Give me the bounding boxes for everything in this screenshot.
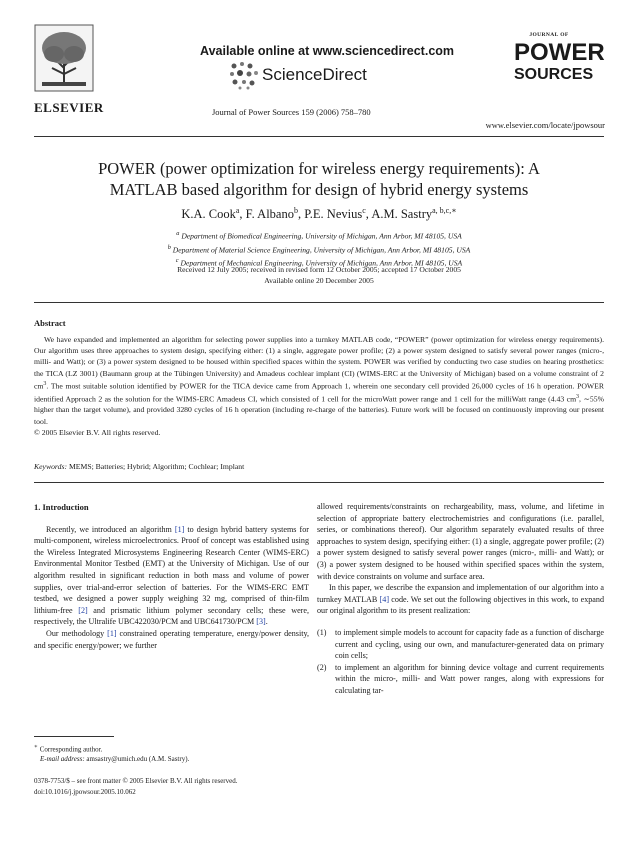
affiliation-mark: c: [175, 257, 179, 265]
affiliation-text: Department of Biomedical Engineering, University of Michigan, Ann Arbor, MI 48105, USA: [181, 231, 462, 241]
list-spacer: [317, 617, 604, 627]
list-text: to implement simple models to account for capacity fade as a function of discharge current and cycling, using our own, and manufacturer-generated data on primary coin cells;: [335, 627, 604, 661]
available-online-text: Available online at www.sciencedirect.com: [200, 44, 455, 58]
front-matter: [34, 776, 238, 798]
journal-cover-journal-of: JOURNAL OF: [529, 32, 569, 38]
abstract-paragraph: [34, 334, 604, 427]
affiliation-line: [34, 242, 604, 256]
footnote-corresponding: [34, 742, 309, 754]
available-date: Available online 20 December 2005: [264, 276, 374, 285]
article-title-line-1: POWER (power optimization for wireless energy requirements): A: [98, 159, 540, 178]
citation-link[interactable]: [4]: [379, 594, 390, 604]
received-dates: Received 12 July 2005; received in revised form 12 October 2005; accepted 17 October 2005: [177, 265, 461, 274]
body-text: .: [265, 617, 268, 627]
affiliation-mark: a: [176, 230, 180, 237]
right-column: [317, 501, 604, 697]
article-title: [34, 158, 604, 200]
affiliations: [34, 228, 604, 269]
keywords: [34, 462, 244, 471]
keywords-label: Keywords:: [34, 462, 68, 471]
footnote-text: Corresponding author.: [39, 745, 103, 754]
citation-link[interactable]: [1]: [107, 628, 117, 638]
body-text: code. We set out the following objectives in this work, to expand our original algorithm to its present realization:: [317, 594, 604, 616]
abstract-text: , ∼55% higher than the target volume), and provided 3280 cycles of 16 h operation (including re-charge of the batteries). Future work will be focused on continuously improving our present tool.: [34, 394, 604, 426]
author-list: K.A. Cook$^a$, F. Albano$^b$, P.E. Nevius$^c$, A.M. Sastry$^{a, b,c,∗}$: [181, 206, 457, 222]
affiliation-mark: b: [167, 243, 171, 251]
body-text: In this paper, we describe the expansion and implementation of our algorithm into a turnkey MATLAB: [317, 583, 604, 604]
article-title-line-2: MATLAB based algorithm for design of hybrid energy systems: [109, 180, 529, 199]
email-link[interactable]: amsastry@umich.edu (A.M. Sastry).: [86, 755, 190, 764]
doi-link[interactable]: doi:10.1016/j.jpowsour.2005.10.062: [34, 788, 136, 796]
abstract-body: [34, 334, 604, 438]
journal-citation: Journal of Power Sources 159 (2006) 758–780: [212, 107, 371, 117]
author-affil-mark: c: [362, 206, 366, 215]
sciencedirect-brand: ScienceDirect: [262, 65, 367, 84]
affiliation-text: Department of Material Science Engineering, University of Michigan, Ann Arbor, MI 48105, USA: [172, 245, 471, 255]
affiliation-line: [34, 228, 604, 242]
sciencedirect-dots-icon: [228, 60, 260, 90]
footnote-divider: [34, 736, 114, 737]
list-number: (1): [317, 627, 327, 637]
abstract-text: . The most suitable solution identified by POWER for the TICA device came from Approach 1, wherein one secondary cell provided 26,000 cycles of 16 h operation. POWER identified Approach 2 as the solution for the WIMS-ERC Amadeus CI, which consisted of 1 cell for the microWatt power range and 1 cell for the milliWatt range (4.43 cm: [34, 381, 604, 404]
journal-cover-power: POWER: [514, 39, 605, 66]
body-paragraph: allowed requirements/constraints on rechargeability, mass, volume, and lifetime in selection of appropriate battery electrochemistries and configurations (i.e. parallel, series, or combinations thereof). Our algorithm separately evaluated results of three approaches to system design, specifying either: (1) a single, aggregate power profile; (2) a power system designed to satisfy several power ranges (micro-, milli- and Watt); or (3) a power system designed to be housed within specified spaces within the system, with device constraints on volume and surface area.: [317, 502, 604, 581]
journal-cover-logo: [514, 28, 605, 116]
keywords-text: MEMS; Batteries; Hybrid; Algorithm; Cochlear; Implant: [68, 462, 245, 471]
list-item: [317, 662, 604, 697]
list-item: [317, 627, 604, 662]
elsevier-tree-logo: [34, 24, 94, 92]
author-affil-mark: b: [293, 206, 298, 215]
body-paragraph: [317, 582, 604, 617]
journal-url-link[interactable]: www.elsevier.com/locate/jpowsour: [485, 120, 605, 130]
email-label: E-mail address:: [40, 755, 85, 764]
body-text: to design hybrid battery systems for multi-component, wireless microelectronics. Proof of concept was established using the Wireless Integrated Microsystems Engineering Research Center (WIMS-ERC) Environmental Monitor Testbed (EMT) at the University of Michigan. Use of our algorithm resulted in significant reduction in both mass and volume of power supplies, over trial-and-error selection of batteries. For the WIMS-ERC EMT testbed, we designed a power supply weighing 32 mg, comprised of thin-film lithium-free: [34, 524, 309, 615]
body-text: and prismatic lithium polymer secondary cells; these were, respectively, the Ultralife UBC422030/PCM and UBC641730/PCM: [34, 605, 309, 627]
abstract-heading: Abstract: [34, 318, 66, 328]
body-paragraph: [34, 628, 309, 651]
author-name[interactable]: A.M. Sastry: [371, 207, 433, 222]
author-affil-mark: a: [235, 206, 240, 215]
left-column: [34, 502, 309, 651]
journal-cover-sources: SOURCES: [514, 66, 594, 83]
body-text: constrained operating temperature, energy/power density, and specific energy/power; we further: [34, 628, 309, 650]
footnote-mark: ∗: [34, 744, 38, 750]
issn-line: 0378-7753/$ – see front matter © 2005 Elsevier B.V. All rights reserved.: [34, 777, 238, 785]
author-name[interactable]: F. Albano: [245, 207, 294, 222]
publisher-name: ELSEVIER: [34, 100, 104, 115]
body-text: Our methodology: [46, 628, 108, 638]
header-divider: [34, 136, 604, 137]
footnote-email: [34, 754, 309, 764]
citation-link[interactable]: [3]: [256, 617, 266, 627]
author-name[interactable]: K.A. Cook: [181, 207, 236, 222]
superscript: 3: [576, 393, 580, 400]
superscript: 3: [43, 380, 47, 387]
body-text: Recently, we introduced an algorithm: [46, 524, 175, 534]
affiliation-text: Department of Mechanical Engineering, University of Michigan, Ann Arbor, MI 48105, USA: [180, 258, 463, 268]
list-text: to implement an algorithm for binning device voltage and current requirements within the micro-, milli- and Watt power ranges, along with expressions for calculating tar-: [335, 662, 604, 695]
abstract-text: We have expanded and implemented an algorithm for selecting power supplies into a turnkey MATLAB code, “POWER” (power optimization for wireless energy requirements). Our algorithm uses three approaches to system design, specifying either: (1) a single, aggregate power profile; (2) a power system designed to satisfy several power ranges (micro-, milli- and Watt); or (3) a power system designed to be housed within specified spaces within the system. POWER was verified by conducting two case studies on hearing prosthetics: the TICA (LZ 3001) (Baumann group at the Tübingen University) and Amadeus cochlear implant (CI) (WIMS-ERC at the University of Michigan) based on a volume constraint of 2 cm: [34, 335, 604, 391]
list-number: (2): [317, 662, 327, 672]
title-divider: [34, 302, 604, 303]
citation-link[interactable]: [2]: [78, 605, 88, 615]
citation-link[interactable]: [1]: [174, 524, 185, 534]
abstract-divider: [34, 482, 604, 483]
section-heading: 1. Introduction: [34, 502, 89, 512]
page-header: [0, 0, 638, 140]
article-dates: [34, 264, 604, 286]
author-name[interactable]: P.E. Nevius: [304, 207, 363, 222]
author-affil-mark: a, b,c,∗: [432, 206, 457, 215]
copyright-line: © 2005 Elsevier B.V. All rights reserved.: [34, 427, 161, 437]
body-paragraph: [34, 524, 309, 628]
footnote: [34, 742, 309, 764]
